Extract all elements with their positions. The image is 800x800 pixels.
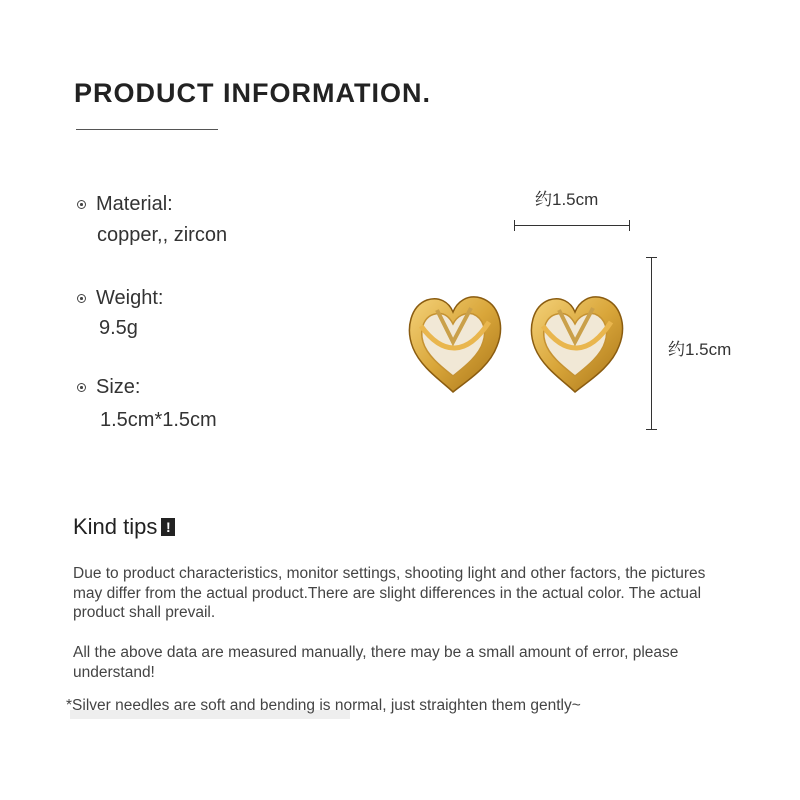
tips-paragraph-1: Due to product characteristics, monitor settings, shooting light and other factors, the pictures may differ from the actual product.There are slight differences in the actual color. The actual product shall prevail. bbox=[73, 565, 706, 621]
tips-note: *Silver needles are soft and bending is normal, just straighten them gently~ bbox=[66, 697, 581, 714]
bullet-icon bbox=[77, 383, 86, 392]
product-image bbox=[395, 280, 655, 400]
spec-weight-label: Weight: bbox=[77, 287, 163, 310]
spec-size-label: Size: bbox=[77, 376, 140, 399]
earring-right bbox=[531, 297, 622, 392]
kind-tips-heading: Kind tips ! bbox=[73, 514, 175, 540]
height-dimension-label: 约1.5cm bbox=[668, 340, 732, 359]
width-dimension-tick-right bbox=[629, 220, 630, 231]
width-dimension-tick-left bbox=[514, 220, 515, 231]
width-dimension-line bbox=[514, 225, 630, 226]
page-title: PRODUCT INFORMATION. bbox=[74, 78, 431, 108]
spec-material-value: copper,, zircon bbox=[97, 224, 228, 246]
exclamation-icon: ! bbox=[161, 518, 175, 536]
spec-size-value: 1.5cm*1.5cm bbox=[100, 409, 217, 431]
bullet-icon bbox=[77, 294, 86, 303]
tips-paragraph-2: All the above data are measured manually, there may be a small amount of error, please understand! bbox=[73, 644, 679, 681]
earring-left bbox=[409, 297, 500, 392]
spec-weight-value: 9.5g bbox=[99, 317, 138, 339]
height-dimension-tick-bottom bbox=[646, 429, 657, 430]
spec-material-label: Material: bbox=[77, 193, 173, 216]
width-dimension-label: 约1.5cm bbox=[535, 190, 599, 209]
bullet-icon bbox=[77, 200, 86, 209]
height-dimension-tick-top bbox=[646, 257, 657, 258]
title-underline bbox=[76, 129, 218, 130]
